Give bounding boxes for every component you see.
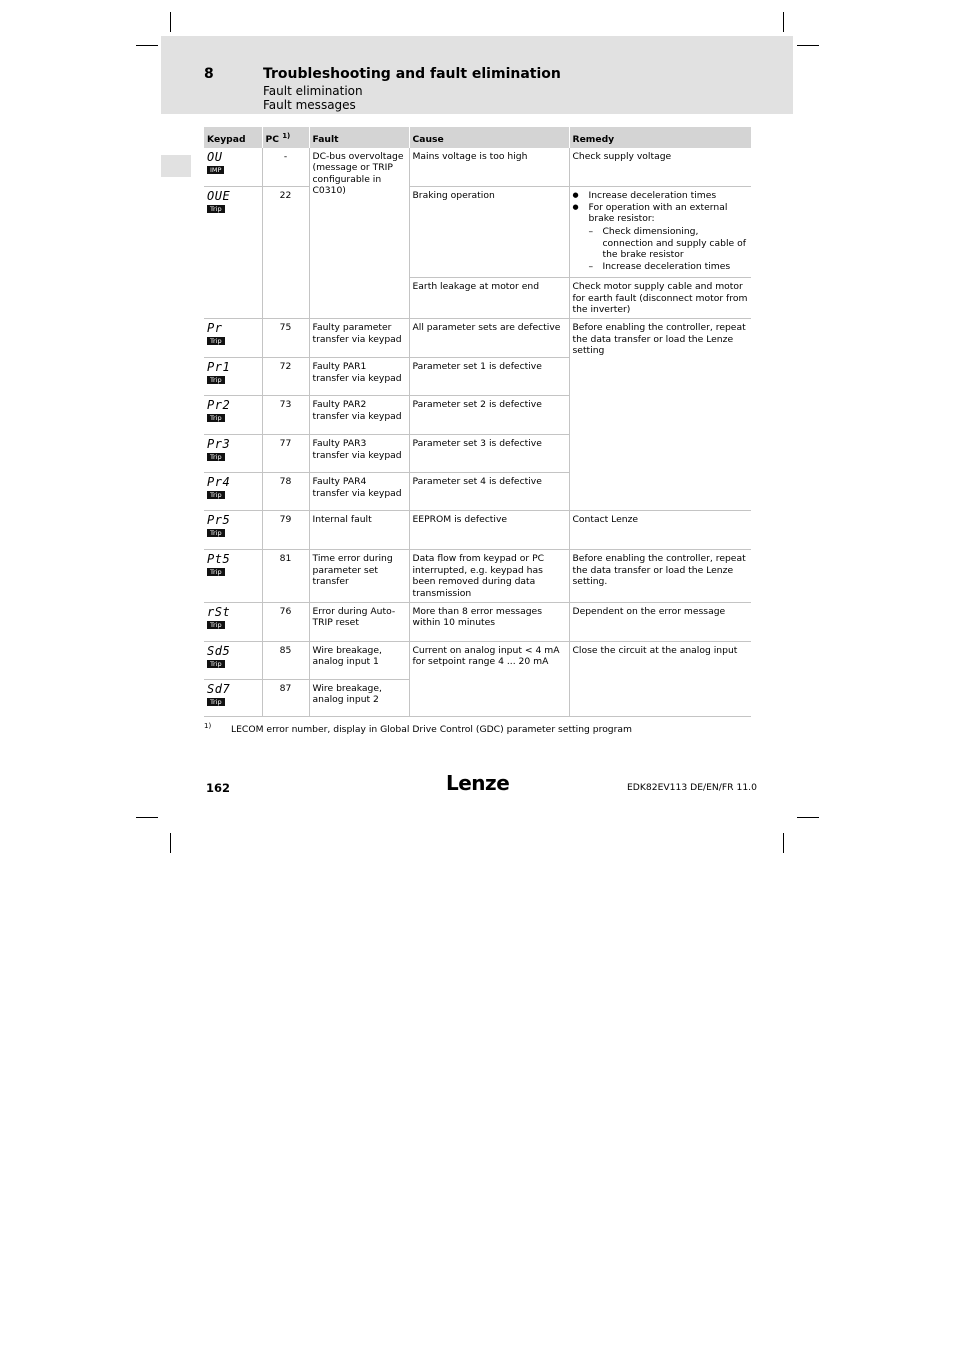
cause-cell: Braking operation bbox=[409, 187, 569, 278]
column-header-keypad: Keypad bbox=[204, 127, 262, 148]
column-header-pc: PC $^{1)}$ bbox=[262, 127, 309, 148]
reaction-badge: Trip bbox=[207, 414, 225, 422]
keypad-cell bbox=[204, 148, 262, 187]
reaction-badge: Trip bbox=[207, 568, 225, 576]
fault-cell: Faulty PAR1 transfer via keypad bbox=[309, 358, 409, 396]
chapter-side-tab bbox=[161, 155, 191, 177]
fault-cell: Wire breakage, analog input 2 bbox=[309, 679, 409, 716]
keypad-code: Pr4 bbox=[207, 475, 231, 490]
table-row bbox=[204, 511, 751, 550]
keypad-code: Pr bbox=[207, 321, 223, 336]
reaction-badge: Trip bbox=[207, 453, 225, 461]
fault-cell: Faulty PAR4 transfer via keypad bbox=[309, 473, 409, 511]
pc-cell: 76 bbox=[262, 602, 309, 641]
cause-cell: Data flow from keypad or PC interrupted, e.g. keypad has been removed during data transmission bbox=[409, 550, 569, 602]
keypad-cell bbox=[204, 641, 262, 679]
fault-cell: DC-bus overvoltage (message or TRIP configurable in C0310) bbox=[309, 148, 409, 319]
cause-cell: Parameter set 3 is defective bbox=[409, 435, 569, 473]
list-item: – Check dimensioning, connection and supply cable of the brake resistor bbox=[589, 226, 749, 261]
column-header-fault: Fault bbox=[309, 127, 409, 148]
remedy-cell: Contact Lenze bbox=[569, 511, 751, 550]
cause-cell: Mains voltage is too high bbox=[409, 148, 569, 187]
remedy-sublist bbox=[589, 226, 749, 272]
table-row bbox=[204, 319, 751, 358]
reaction-badge: Trip bbox=[207, 491, 225, 499]
remedy-cell: Dependent on the error message bbox=[569, 602, 751, 641]
remedy-cell: Check motor supply cable and motor for earth fault (disconnect motor from the inverter) bbox=[569, 278, 751, 319]
crop-mark bbox=[136, 817, 158, 818]
table-row bbox=[204, 187, 751, 278]
keypad-cell bbox=[204, 679, 262, 716]
fault-cell: Wire breakage, analog input 1 bbox=[309, 641, 409, 679]
cause-cell: Parameter set 1 is defective bbox=[409, 358, 569, 396]
pc-cell: 81 bbox=[262, 550, 309, 602]
keypad-cell bbox=[204, 358, 262, 396]
remedy-cell: Before enabling the controller, repeat the data transfer or load the Lenze setting bbox=[569, 319, 751, 511]
keypad-code: Sd5 bbox=[207, 643, 231, 658]
table-row bbox=[204, 148, 751, 187]
keypad-cell bbox=[204, 473, 262, 511]
list-item: ● For operation with an external brake resistor: – Check dimensioning, connection and supply cable of the brake resistor – Increase deceleration times bbox=[573, 202, 749, 273]
reaction-badge: Trip bbox=[207, 660, 225, 668]
cause-cell: Parameter set 2 is defective bbox=[409, 396, 569, 435]
column-header-cause: Cause bbox=[409, 127, 569, 148]
reaction-badge: Trip bbox=[207, 376, 225, 384]
pc-cell: - bbox=[262, 148, 309, 187]
list-item: ● Increase deceleration times bbox=[573, 190, 749, 202]
keypad-cell bbox=[204, 550, 262, 602]
list-item: – Increase deceleration times bbox=[589, 261, 749, 273]
crop-mark bbox=[797, 45, 819, 46]
cause-cell: Parameter set 4 is defective bbox=[409, 473, 569, 511]
pc-cell: 22 bbox=[262, 187, 309, 319]
keypad-cell bbox=[204, 319, 262, 358]
keypad-cell bbox=[204, 396, 262, 435]
lenze-logo: Lenze bbox=[446, 771, 510, 795]
keypad-code: Pr5 bbox=[207, 513, 231, 528]
pc-cell: 87 bbox=[262, 679, 309, 716]
section-title: Fault elimination bbox=[263, 84, 363, 98]
reaction-badge: Trip bbox=[207, 621, 225, 629]
cause-cell: Earth leakage at motor end bbox=[409, 278, 569, 319]
chapter-title: Troubleshooting and fault elimination bbox=[263, 66, 561, 82]
pc-cell: 72 bbox=[262, 358, 309, 396]
remedy-cell: Close the circuit at the analog input bbox=[569, 641, 751, 716]
table-row bbox=[204, 641, 751, 679]
cause-cell: All parameter sets are defective bbox=[409, 319, 569, 358]
keypad-code: rSt bbox=[207, 604, 231, 619]
remedy-list bbox=[573, 190, 749, 272]
reaction-badge: Trip bbox=[207, 698, 225, 706]
pc-cell: 79 bbox=[262, 511, 309, 550]
keypad-cell bbox=[204, 602, 262, 641]
reaction-badge: IMP bbox=[207, 166, 224, 174]
fault-cell: Internal fault bbox=[309, 511, 409, 550]
crop-mark bbox=[783, 833, 784, 853]
keypad-cell bbox=[204, 187, 262, 319]
column-header-remedy: Remedy bbox=[569, 127, 751, 148]
keypad-code: Sd7 bbox=[207, 681, 231, 696]
fault-cell: Time error during parameter set transfer bbox=[309, 550, 409, 602]
pc-cell: 78 bbox=[262, 473, 309, 511]
document-id: EDK82EV113 DE/EN/FR 11.0 bbox=[627, 782, 757, 793]
fault-messages-table bbox=[204, 127, 751, 717]
keypad-cell bbox=[204, 511, 262, 550]
pc-cell: 77 bbox=[262, 435, 309, 473]
fault-cell: Faulty PAR3 transfer via keypad bbox=[309, 435, 409, 473]
remedy-cell bbox=[569, 187, 751, 278]
cause-cell: EEPROM is defective bbox=[409, 511, 569, 550]
crop-mark bbox=[170, 12, 171, 32]
keypad-code: OU bbox=[207, 149, 223, 164]
pc-cell: 75 bbox=[262, 319, 309, 358]
crop-mark bbox=[783, 12, 784, 32]
cause-cell: More than 8 error messages within 10 minutes bbox=[409, 602, 569, 641]
crop-mark bbox=[170, 833, 171, 853]
keypad-code: Pr1 bbox=[207, 360, 231, 375]
reaction-badge: Trip bbox=[207, 529, 225, 537]
remedy-cell: Check supply voltage bbox=[569, 148, 751, 187]
chapter-number: 8 bbox=[204, 66, 214, 82]
remedy-cell: Before enabling the controller, repeat the data transfer or load the Lenze setting. bbox=[569, 550, 751, 602]
keypad-code: Pt5 bbox=[207, 552, 231, 567]
table-row bbox=[204, 550, 751, 602]
table-header-row bbox=[204, 127, 751, 148]
crop-mark bbox=[136, 45, 158, 46]
keypad-code: Pr3 bbox=[207, 437, 231, 452]
reaction-badge: Trip bbox=[207, 205, 225, 213]
fault-cell: Faulty PAR2 transfer via keypad bbox=[309, 396, 409, 435]
reaction-badge: Trip bbox=[207, 337, 225, 345]
keypad-cell bbox=[204, 435, 262, 473]
footnote-reference: 1) bbox=[282, 132, 291, 140]
footnote-mark: 1) bbox=[204, 722, 212, 730]
subsection-title: Fault messages bbox=[263, 98, 356, 112]
keypad-code: OUE bbox=[207, 189, 231, 204]
footnote-text: LECOM error number, display in Global Drive Control (GDC) parameter setting program bbox=[231, 724, 633, 735]
cause-cell: Current on analog input < 4 mA for setpoint range 4 ... 20 mA bbox=[409, 641, 569, 716]
table-row bbox=[204, 602, 751, 641]
page-number: 162 bbox=[206, 781, 231, 795]
keypad-code: Pr2 bbox=[207, 398, 231, 413]
fault-cell: Faulty parameter transfer via keypad bbox=[309, 319, 409, 358]
pc-cell: 85 bbox=[262, 641, 309, 679]
fault-cell: Error during Auto-TRIP reset bbox=[309, 602, 409, 641]
pc-cell: 73 bbox=[262, 396, 309, 435]
crop-mark bbox=[797, 817, 819, 818]
